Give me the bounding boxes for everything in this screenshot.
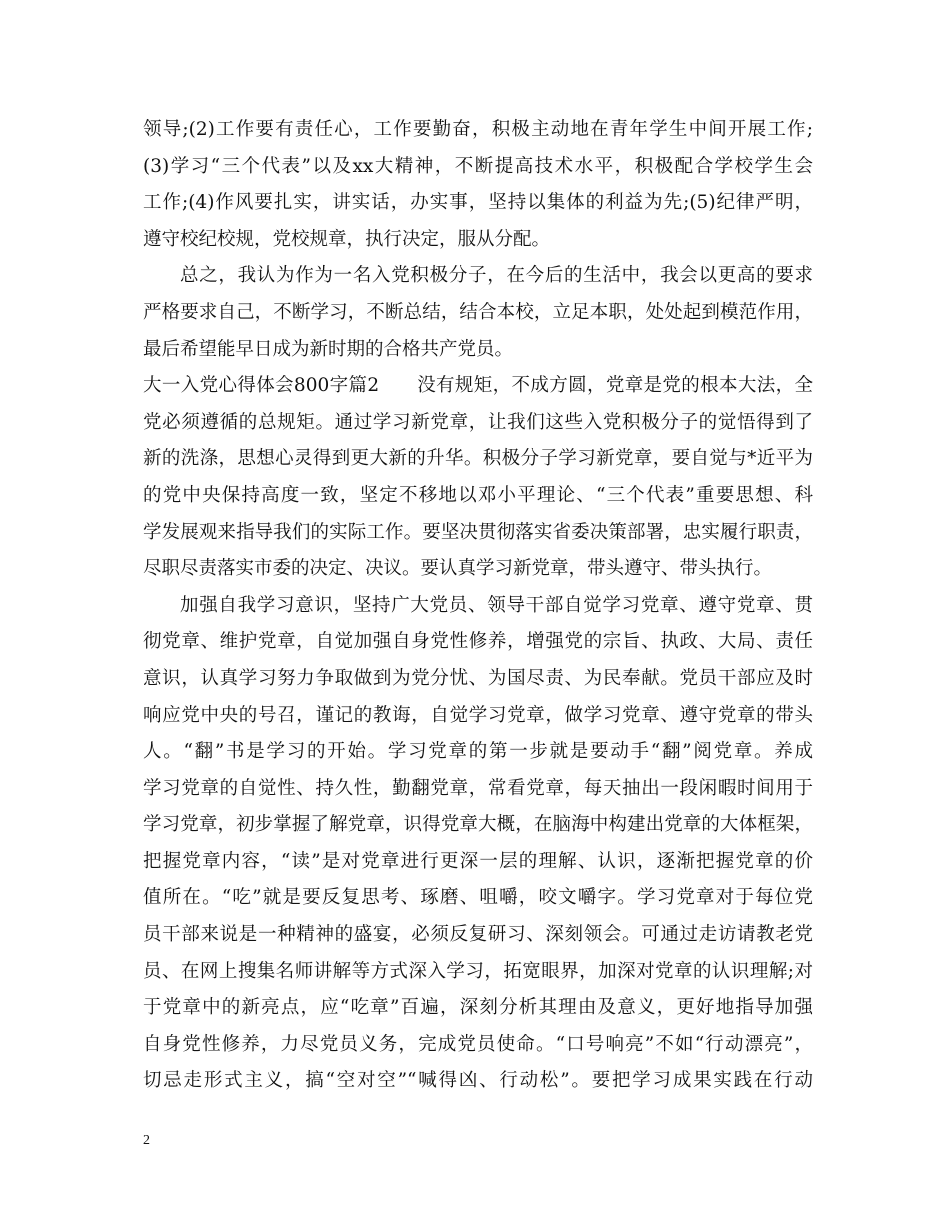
text-line: 工作;(4)作风要扎实，讲实话，办实事，坚持以集体的利益为先;(5)纪律严明， [143, 192, 813, 214]
text-line: 遵守校纪校规，党校规章，执行决定，服从分配。 [143, 228, 551, 250]
text-line: 彻党章、维护党章，自觉加强自身党性修养，增强党的宗旨、执政、大局、责任 [143, 631, 813, 653]
text-line: 最后希望能早日成为新时期的合格共产党员。 [143, 338, 514, 360]
section-heading-line: 大一入党心得体会800字篇2 没有规矩，不成方圆，党章是党的根本大法，全 [143, 375, 813, 397]
text-line: 严格要求自己，不断学习，不断总结，结合本校，立足本职，处处起到模范作用， [143, 301, 813, 323]
text-line: 学发展观来指导我们的实际工作。要坚决贯彻落实省委决策部署，忠实履行职责， [143, 521, 813, 543]
text-line: 领导;(2)工作要有责任心，工作要勤奋，积极主动地在青年学生中间开展工作; [143, 119, 813, 140]
paragraph-start-line: 总之，我认为作为一名入党积极分子，在今后的生活中，我会以更高的要求 [180, 265, 813, 287]
body-text [143, 112, 813, 1100]
text-line: 人。“翻”书是学习的开始。学习党章的第一步就是要动手“翻”阅党章。养成 [143, 741, 813, 763]
text-line: 响应党中央的号召，谨记的教诲，自觉学习党章，做学习党章、遵守党章的带头 [143, 704, 813, 726]
text-line: 于党章中的新亮点，应“吃章”百遍，深刻分析其理由及意义，更好地指导加强 [143, 997, 813, 1019]
text-line: 学习党章，初步掌握了解党章，识得党章大概，在脑海中构建出党章的大体框架， [143, 814, 813, 836]
text-line: 尽职尽责落实市委的决定、决议。要认真学习新党章，带头遵守、带头执行。 [143, 558, 773, 580]
paragraph-start-line: 加强自我学习意识，坚持广大党员、领导干部自觉学习党章、遵守党章、贯 [180, 594, 813, 616]
text-line: 自身党性修养，力尽党员义务，完成党员使命。“口号响亮”不如“行动漂亮”， [143, 1033, 813, 1055]
text-line: 员、在网上搜集名师讲解等方式深入学习，拓宽眼界，加深对党章的认识理解;对 [143, 960, 813, 982]
text-line: 的党中央保持高度一致，坚定不移地以邓小平理论、“三个代表”重要思想、科 [143, 484, 813, 506]
text-line: 值所在。“吃”就是要反复思考、琢磨、咀嚼，咬文嚼字。学习党章对于每位党 [143, 887, 813, 909]
text-line: 党必须遵循的总规矩。通过学习新党章，让我们这些入党积极分子的觉悟得到了 [143, 411, 813, 433]
text-line: 意识，认真学习努力争取做到为党分忧、为国尽责、为民奉献。党员干部应及时 [143, 667, 813, 689]
text-line: 切忌走形式主义，搞“空对空”“喊得凶、行动松”。要把学习成果实践在行动 [143, 1070, 813, 1092]
text-line: 员干部来说是一种精神的盛宴，必须反复研习、深刻领会。可通过走访请教老党 [143, 924, 813, 946]
text-line: 学习党章的自觉性、持久性，勤翻党章，常看党章，每天抽出一段闲暇时间用于 [143, 777, 813, 799]
text-line: (3)学习“三个代表”以及xx大精神，不断提高技术水平，积极配合学校学生会 [143, 155, 813, 177]
text-line: 把握党章内容，“读”是对党章进行更深一层的理解、认识，逐渐把握党章的价 [143, 850, 813, 872]
text-line: 新的洗涤，思想心灵得到更大新的升华。积极分子学习新党章，要自觉与*近平为 [143, 448, 813, 470]
page-number: 2 [143, 1133, 150, 1148]
